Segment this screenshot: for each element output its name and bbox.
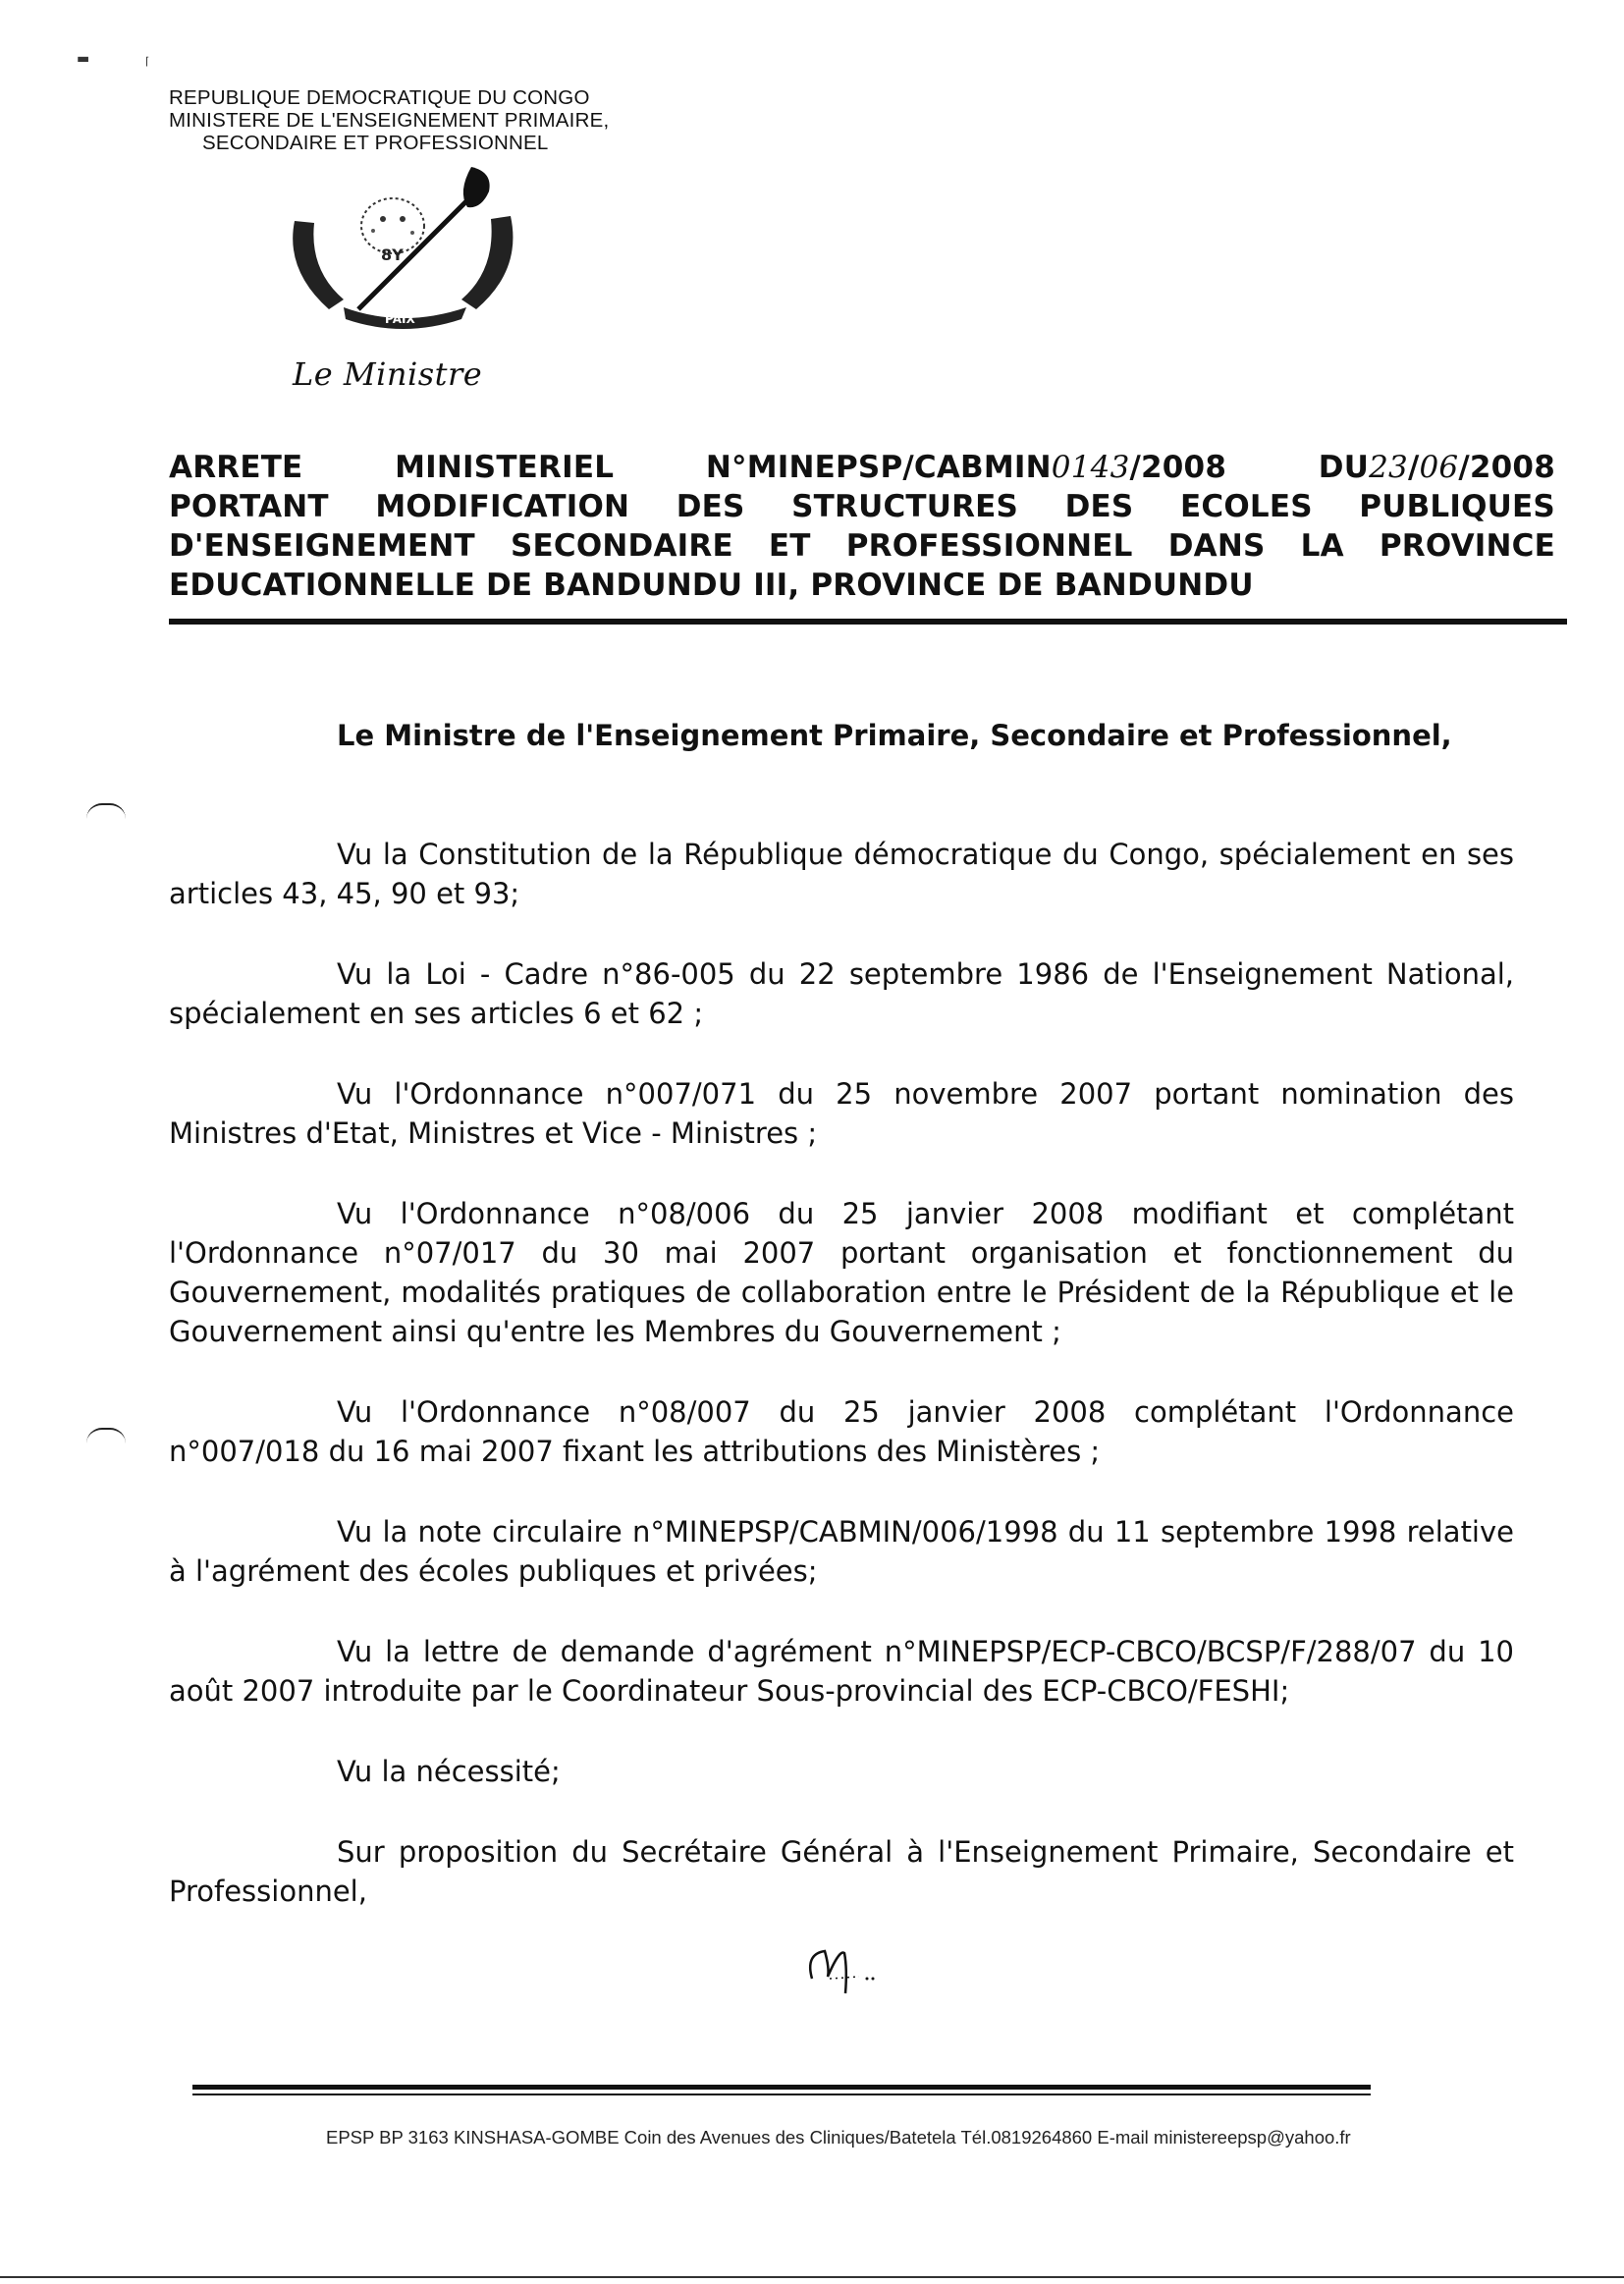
preamble-paragraph: Vu la lettre de demande d'agrément n°MINEPSP/ECP-CBCO/BCSP/F/288/07 du 10 août 2007 introduite par le Coordinateur Sous-provincial des ECP-CBCO/FESHI;	[169, 1635, 1514, 1708]
title-row-1	[169, 448, 1555, 487]
handwritten-number: 0143	[1051, 450, 1130, 485]
page-edge-line	[0, 2276, 1624, 2278]
letterhead	[169, 86, 778, 154]
motto-text: PAIX	[385, 312, 415, 326]
footer-address: EPSP BP 3163 KINSHASA-GOMBE Coin des Avenues des Cliniques/Batetela Tél.0819264860 E-mail ministereepsp@yahoo.fr	[326, 2127, 1351, 2148]
margin-mark	[86, 803, 126, 819]
preamble-paragraph: Vu l'Ordonnance n°08/007 du 25 janvier 2008 complétant l'Ordonnance n°007/018 du 16 mai 2007 fixant les attributions des Ministères ;	[169, 1395, 1514, 1468]
svg-text:8Y: 8Y	[381, 245, 404, 264]
minister-signature-title: Le Ministre	[293, 355, 483, 393]
decree-number: N°MINEPSP/CABMIN0143/2008	[705, 450, 1227, 485]
preamble-paragraph: Vu la Loi - Cadre n°86-005 du 22 septembre 1986 de l'Enseignement National, spécialement en ses articles 6 et 62 ;	[169, 957, 1514, 1030]
title-word: ECOLES	[1180, 489, 1313, 524]
title-word: ARRETE	[169, 450, 303, 485]
preamble-paragraph: Vu la Constitution de la République démocratique du Congo, spécialement en ses articles 43, 45, 90 et 93;	[169, 838, 1514, 910]
coat-of-arms-icon	[275, 162, 530, 339]
preamble-paragraph: Vu l'Ordonnance n°08/006 du 25 janvier 2008 modifiant et complétant l'Ordonnance n°07/017 du 30 mai 2007 portant organisation et fonctionnement du Gouvernement, modalités pratiques de collaboration entre le Président de la République et le Gouvernement ainsi qu'entre les Membres du Gouvernement ;	[169, 1197, 1514, 1348]
scan-mark: ▬	[77, 51, 90, 67]
title-word: DES	[1064, 489, 1134, 524]
title-word: DANS	[1167, 528, 1266, 564]
minister-heading: Le Ministre de l'Enseignement Primaire, Secondaire et Professionnel,	[337, 719, 1452, 752]
preamble-paragraph: Vu la note circulaire n°MINEPSP/CABMIN/006/1998 du 11 septembre 1998 relative à l'agrément des écoles publiques et privées;	[169, 1515, 1514, 1588]
decree-title	[169, 448, 1555, 605]
letterhead-line: SECONDAIRE ET PROFESSIONNEL	[202, 132, 549, 154]
title-word: PORTANT	[169, 489, 329, 524]
title-row-2	[169, 487, 1555, 526]
title-word: PROVINCE	[1379, 528, 1555, 564]
title-word: MINISTERIEL	[395, 450, 615, 485]
handwritten-month: 06	[1419, 450, 1459, 485]
scan-mark: ⌈	[145, 55, 150, 68]
title-word: D'ENSEIGNEMENT	[169, 528, 475, 564]
title-word: PUBLIQUES	[1359, 489, 1555, 524]
letterhead-line: REPUBLIQUE DEMOCRATIQUE DU CONGO	[169, 86, 590, 109]
title-row-3	[169, 526, 1555, 566]
title-word: SECONDAIRE	[510, 528, 733, 564]
handwritten-initials-icon	[800, 1939, 898, 1998]
preamble-paragraph: Vu la nécessité;	[337, 1755, 561, 1788]
preamble-paragraph: Sur proposition du Secrétaire Général à l'Enseignement Primaire, Secondaire et Professionnel,	[169, 1835, 1514, 1908]
letterhead-line: MINISTERE DE L'ENSEIGNEMENT PRIMAIRE,	[169, 109, 610, 132]
title-line: EDUCATIONNELLE DE BANDUNDU III, PROVINCE DE BANDUNDU	[169, 568, 1254, 603]
handwritten-day: 23	[1369, 450, 1408, 485]
footer-divider	[192, 2094, 1371, 2095]
title-word: ET	[768, 528, 811, 564]
preamble-paragraph: Vu l'Ordonnance n°007/071 du 25 novembre 2007 portant nomination des Ministres d'Etat, Ministres et Vice - Ministres ;	[169, 1077, 1514, 1150]
title-word: MODIFICATION	[375, 489, 630, 524]
title-word: DES	[676, 489, 745, 524]
title-divider	[169, 619, 1567, 625]
decree-date: DU23/06/2008	[1318, 450, 1555, 485]
footer-divider	[192, 2085, 1371, 2090]
margin-mark	[86, 1428, 126, 1443]
title-word: LA	[1300, 528, 1344, 564]
title-word: PROFESSIONNEL	[845, 528, 1133, 564]
title-row-4	[169, 566, 1555, 605]
title-word: STRUCTURES	[791, 489, 1019, 524]
preamble	[169, 835, 1514, 1952]
